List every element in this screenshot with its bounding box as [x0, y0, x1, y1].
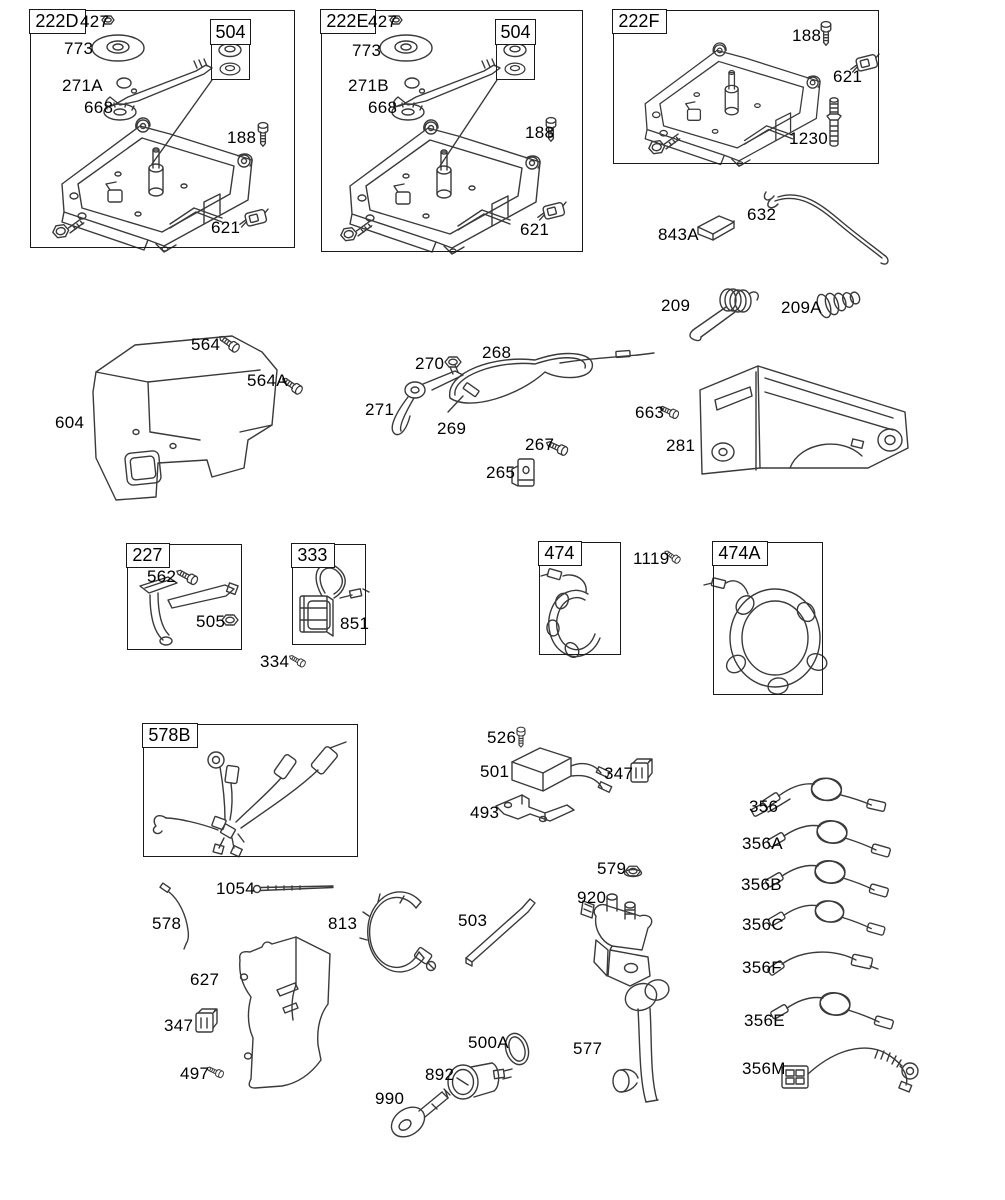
- group-box-label-333: 333: [291, 543, 335, 568]
- part-843A-drawing: [698, 216, 734, 240]
- part-label-663-28: 663: [635, 403, 665, 422]
- group-box-label-578B: 578B: [142, 723, 198, 748]
- part-label-347-37: 347: [604, 764, 634, 783]
- part-label-564-19: 564: [191, 335, 221, 354]
- part-label-621-5: 621: [211, 218, 241, 237]
- part-label-265-27: 265: [486, 463, 516, 482]
- part-label-209-17: 209: [661, 296, 691, 315]
- part-label-578-47: 578: [152, 914, 182, 933]
- part-label-851-32: 851: [340, 614, 370, 633]
- part-label-668-9: 668: [368, 98, 398, 117]
- part-label-501-36: 501: [480, 762, 510, 781]
- part-label-526-35: 526: [487, 728, 517, 747]
- part-label-356B-41: 356B: [741, 875, 782, 894]
- part-label-773-7: 773: [352, 41, 382, 60]
- part-label-990-57: 990: [375, 1089, 405, 1108]
- group-box-label-227: 227: [126, 543, 170, 568]
- part-label-1230-14: 1230: [789, 129, 829, 148]
- part-265-clamp-drawing: [512, 459, 534, 486]
- group-box-227: [127, 544, 242, 650]
- group-box-504E: [496, 20, 535, 80]
- part-label-843A-16: 843A: [658, 225, 699, 244]
- part-503-bar-drawing: [466, 899, 535, 966]
- part-347-connector-drawing: [631, 759, 652, 782]
- part-label-503-52: 503: [458, 911, 488, 930]
- part-label-564A-20: 564A: [247, 371, 288, 390]
- part-label-356M-45: 356M: [742, 1059, 786, 1078]
- part-label-627-49: 627: [190, 970, 220, 989]
- group-box-504D: [211, 20, 250, 80]
- part-501-module-drawing: [512, 748, 612, 792]
- part-356A-wire-drawing: [767, 818, 891, 858]
- group-box-label-222F: 222F: [612, 9, 667, 34]
- part-813-clamp-drawing: [360, 892, 436, 972]
- part-label-621-13: 621: [833, 67, 863, 86]
- part-label-579-53: 579: [597, 859, 627, 878]
- part-label-356-39: 356: [749, 797, 779, 816]
- group-box-474A: [713, 542, 823, 695]
- part-label-356F-43: 356F: [742, 958, 782, 977]
- group-box-label-504D: 504: [210, 19, 250, 45]
- part-label-188-4: 188: [227, 128, 257, 147]
- part-label-621-11: 621: [520, 220, 550, 239]
- part-label-271A-2: 271A: [62, 76, 103, 95]
- part-label-493-38: 493: [470, 803, 500, 822]
- group-box-label-474A: 474A: [712, 541, 768, 566]
- part-579-nut-drawing: [625, 866, 642, 876]
- part-label-1119-34: 1119: [633, 549, 670, 568]
- part-label-892-56: 892: [425, 1065, 455, 1084]
- part-632-link-drawing: [764, 192, 888, 264]
- part-label-427-6: 427: [368, 12, 398, 31]
- part-label-268-23: 268: [482, 343, 512, 362]
- group-box-label-222E: 222E: [320, 9, 376, 34]
- part-label-281-29: 281: [666, 436, 696, 455]
- part-label-427-0: 427: [80, 12, 110, 31]
- part-label-270-22: 270: [415, 354, 445, 373]
- part-577-handle-drawing: [613, 977, 671, 1102]
- part-label-1054-46: 1054: [216, 879, 256, 898]
- part-356M-wire-drawing: [782, 1048, 918, 1092]
- group-box-474: [539, 542, 621, 655]
- group-box-label-504E: 504: [495, 19, 535, 45]
- part-356E-wire-drawing: [770, 990, 894, 1030]
- part-label-773-1: 773: [64, 39, 94, 58]
- part-label-632-15: 632: [747, 205, 777, 224]
- part-label-920-54: 920: [577, 888, 607, 907]
- part-label-505-31: 505: [196, 612, 226, 631]
- part-356B-wire-drawing: [765, 858, 889, 898]
- part-334-screw-drawing: [288, 653, 307, 668]
- part-label-271-24: 271: [365, 400, 395, 419]
- part-label-188-10: 188: [525, 123, 555, 142]
- group-box-label-474: 474: [538, 541, 582, 566]
- part-label-209A-18: 209A: [781, 298, 822, 317]
- part-270-nut-drawing: [445, 357, 461, 367]
- group-box-578B: [143, 724, 358, 857]
- part-209-spring-drawing: [690, 289, 758, 341]
- part-label-334-33: 334: [260, 652, 290, 671]
- part-label-604-21: 604: [55, 413, 85, 432]
- part-label-668-3: 668: [84, 98, 114, 117]
- part-268-cable-drawing: [448, 351, 654, 412]
- part-920-bracket-drawing: [581, 894, 652, 986]
- part-label-188-12: 188: [792, 26, 822, 45]
- group-box-label-222D: 222D: [29, 9, 86, 34]
- group-box-222F: [613, 10, 879, 164]
- part-356C-wire-drawing: [768, 898, 885, 936]
- part-label-577-58: 577: [573, 1039, 603, 1058]
- part-label-347-50: 347: [164, 1016, 194, 1035]
- part-label-813-48: 813: [328, 914, 358, 933]
- part-356F-wire-drawing: [767, 952, 878, 976]
- part-label-271B-8: 271B: [348, 76, 389, 95]
- part-label-267-26: 267: [525, 435, 555, 454]
- part-347b-connector-drawing: [196, 1009, 217, 1032]
- part-627-bracket-drawing: [240, 937, 330, 1088]
- part-label-356A-40: 356A: [742, 834, 783, 853]
- part-892-switch-drawing: [448, 1063, 512, 1099]
- part-604-cover-drawing: [93, 336, 277, 500]
- part-label-500A-55: 500A: [468, 1033, 509, 1052]
- part-label-356E-44: 356E: [744, 1011, 785, 1030]
- part-281-panel-drawing: [700, 366, 908, 474]
- part-label-497-51: 497: [180, 1064, 210, 1083]
- part-526-screw-drawing: [517, 727, 525, 747]
- part-493-bracket-drawing: [496, 795, 574, 822]
- part-label-356C-42: 356C: [742, 915, 784, 934]
- part-label-562-30: 562: [147, 567, 177, 586]
- part-1054-pin-drawing: [254, 886, 334, 893]
- part-label-269-25: 269: [437, 419, 467, 438]
